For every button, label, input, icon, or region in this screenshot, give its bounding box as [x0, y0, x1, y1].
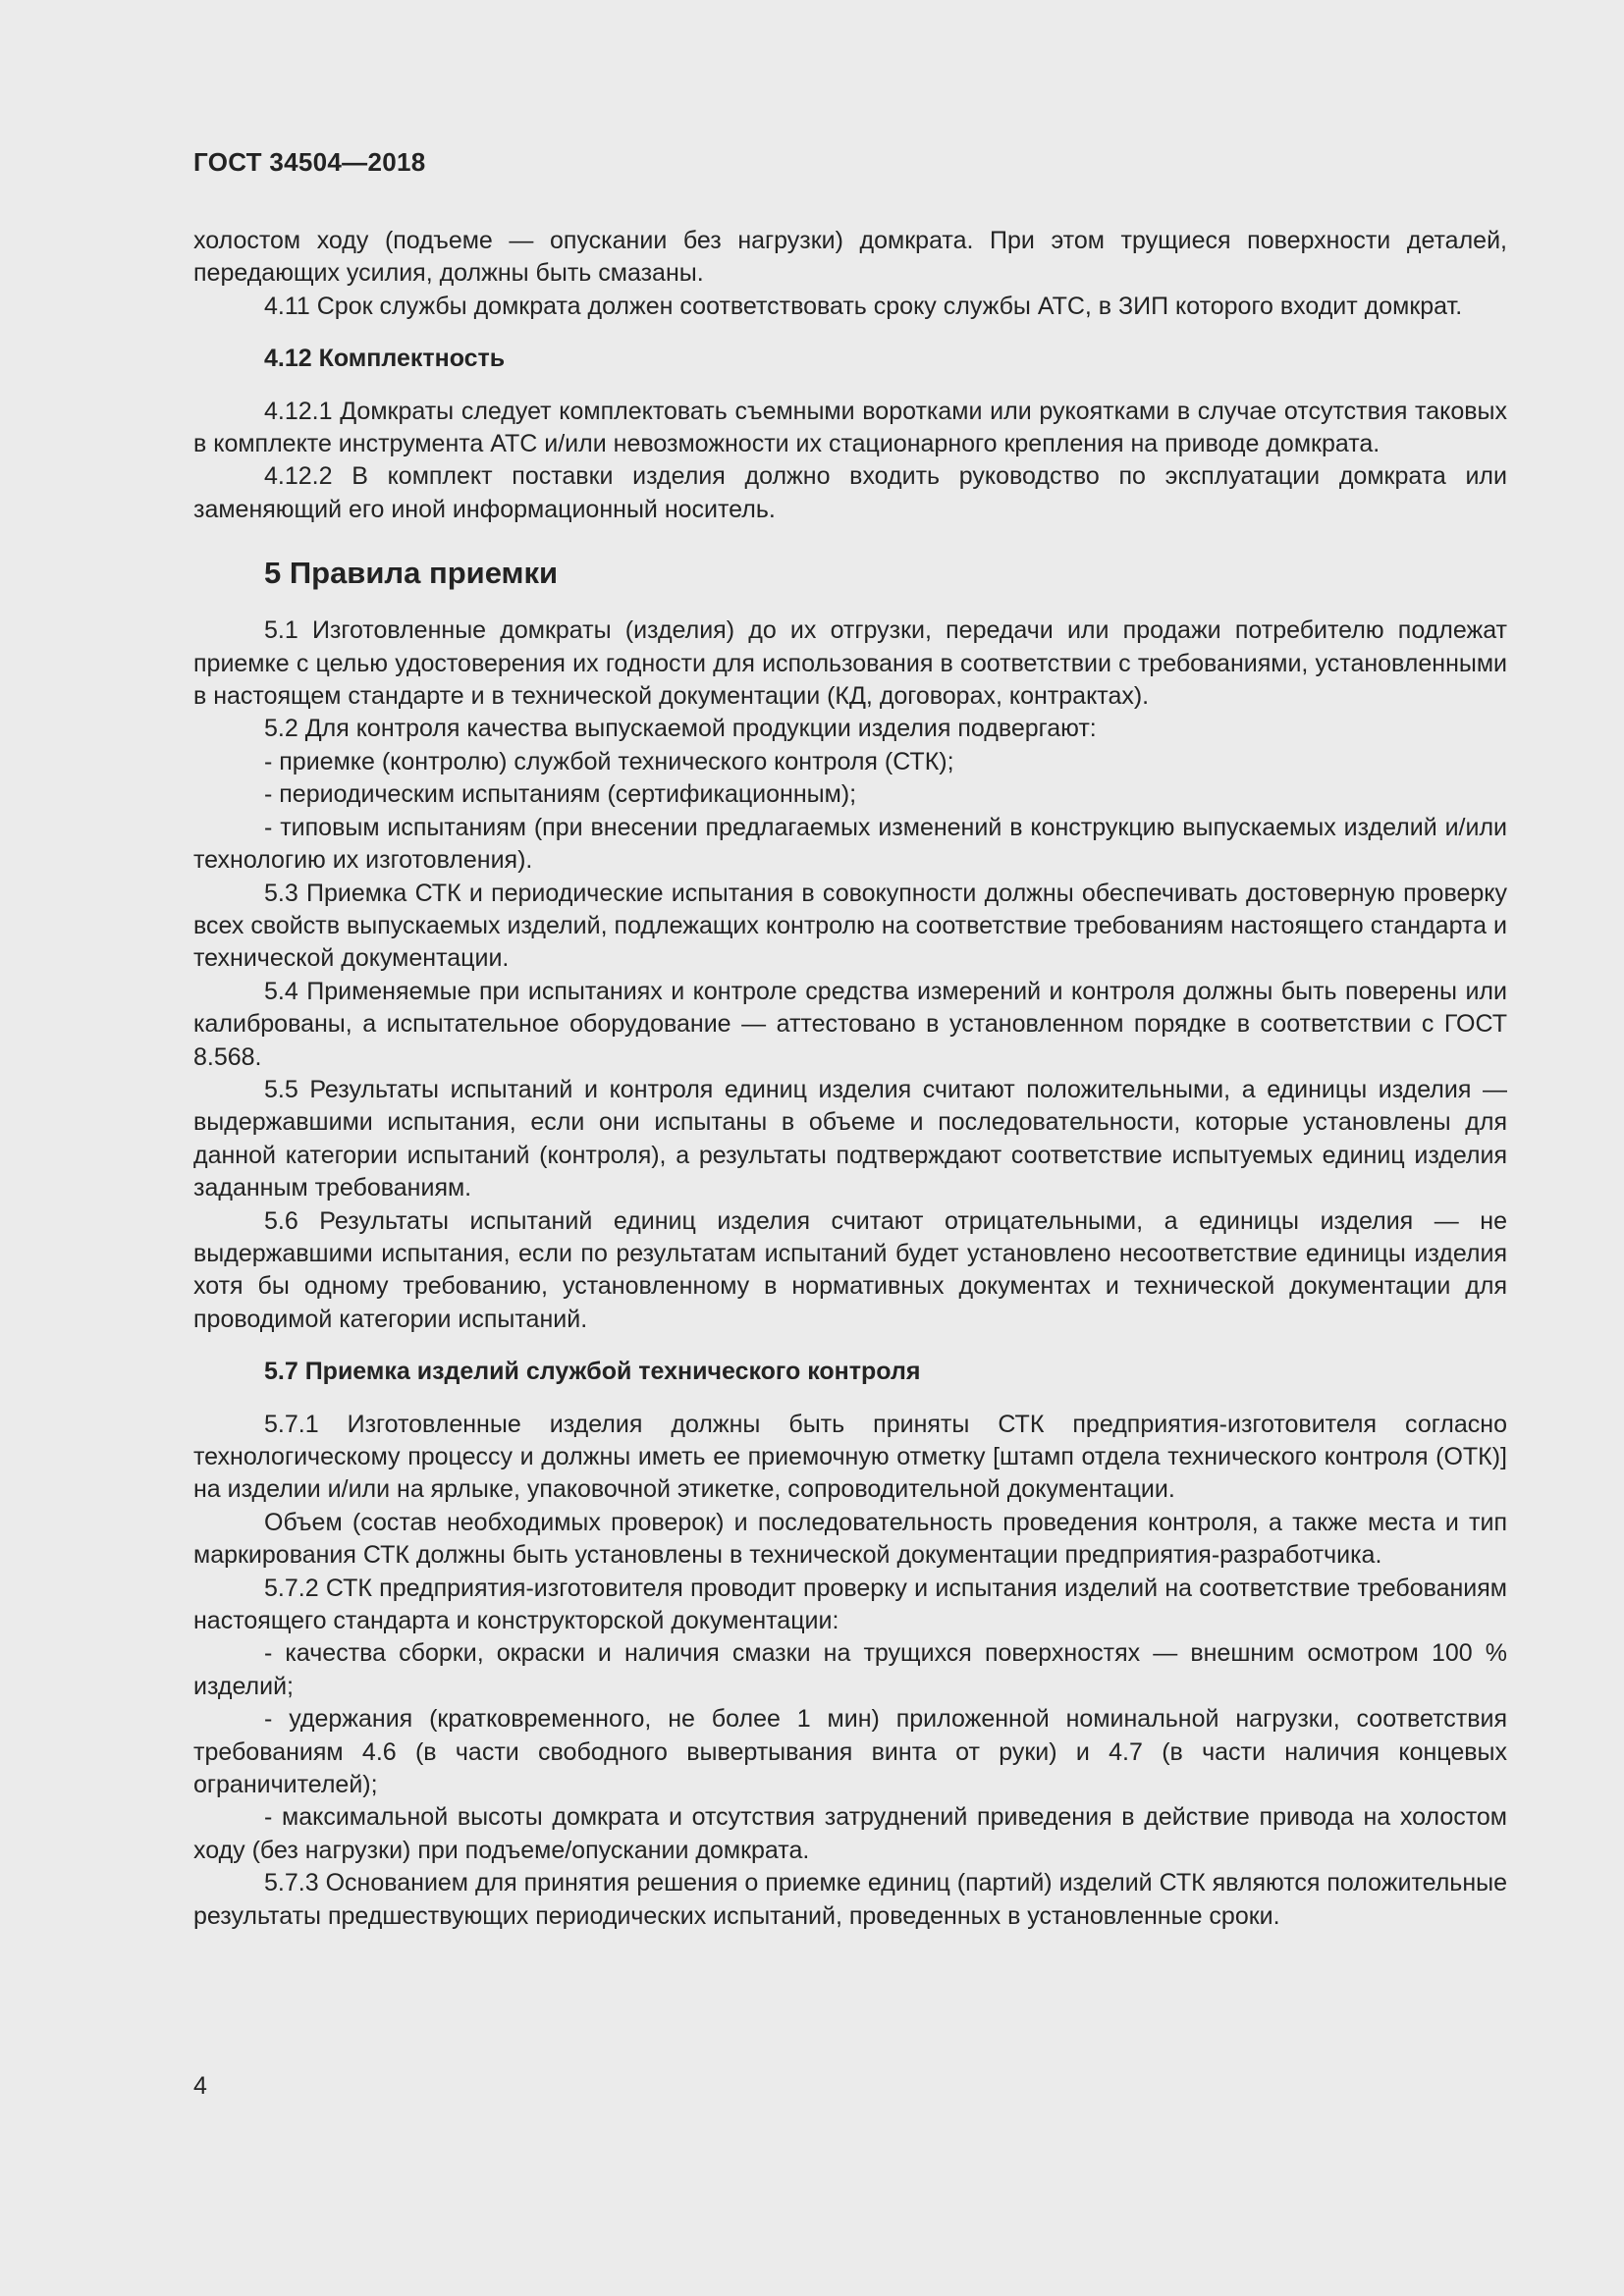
- list-item: - периодическим испытаниям (сертификационным);: [264, 780, 857, 809]
- paragraph-4-11: 4.11 Срок службы домкрата должен соответствовать сроку службы АТС, в ЗИП которого входит домкрат.: [264, 292, 1463, 320]
- paragraph-5-3: 5.3 Приемка СТК и периодические испытания в совокупности должны обеспечивать достоверную проверку всех свойств выпускаемых изделий, подлежащих контролю на соответствие требованиям настоящего стандарта и технической документации.: [193, 879, 1507, 973]
- document-body: [193, 225, 1507, 1933]
- paragraph-5-7-3: 5.7.3 Основанием для принятия решения о приемке единиц (партий) изделий СТК являются положительные результаты предшествующих периодических испытаний, проведенных в установленные сроки.: [193, 1869, 1507, 1930]
- list-item: - приемке (контролю) службой технического контроля (СТК);: [264, 747, 954, 775]
- list-item: - максимальной высоты домкрата и отсутствия затруднений приведения в действие привода на холостом ходу (без нагрузки) при подъеме/опускании домкрата.: [193, 1803, 1507, 1864]
- paragraph-5-5: 5.5 Результаты испытаний и контроля единиц изделия считают положительными, а единицы изделия — выдержавшими испытания, если они испытаны в объеме и последовательности, которые установлены для данной категории испытаний (контроля), а результаты подтверждают соответствие испытуемых единиц изделия заданным требованиям.: [193, 1075, 1507, 1202]
- paragraph-5-7-1-volume: Объем (состав необходимых проверок) и последовательность проведения контроля, а также места и тип маркирования СТК должны быть установлены в технической документации предприятия-разработчика.: [193, 1508, 1507, 1570]
- list-item: - типовым испытаниям (при внесении предлагаемых изменений в конструкцию выпускаемых изделий и/или технологию их изготовления).: [193, 813, 1507, 875]
- list-item: - качества сборки, окраски и наличия смазки на трущихся поверхностях — внешним осмотром 100 % изделий;: [193, 1639, 1507, 1700]
- paragraph-5-7-1: 5.7.1 Изготовленные изделия должны быть приняты СТК предприятия-изготовителя согласно технологическому процессу и должны иметь ее приемочную отметку [штамп отдела технического контроля (ОТК)] на изделии и/или на ярлыке, упаковочной этикетке, сопроводительной документации.: [193, 1410, 1507, 1504]
- page-number: 4: [193, 2072, 207, 2100]
- paragraph-continuation: холостом ходу (подъеме — опускании без нагрузки) домкрата. При этом трущиеся поверхности деталей, передающих усилия, должны быть смазаны.: [193, 227, 1507, 288]
- paragraph-5-2: 5.2 Для контроля качества выпускаемой продукции изделия подвергают:: [264, 715, 1097, 743]
- document-header: ГОСТ 34504—2018: [193, 147, 426, 177]
- section-heading-5: 5 Правила приемки: [264, 556, 559, 591]
- paragraph-5-7-2: 5.7.2 СТК предприятия-изготовителя проводит проверку и испытания изделий на соответствие требованиям настоящего стандарта и конструкторской документации:: [193, 1574, 1507, 1635]
- paragraph-4-12-2: 4.12.2 В комплект поставки изделия должно входить руководство по эксплуатации домкрата или заменяющий его иной информационный носитель.: [193, 462, 1507, 523]
- paragraph-5-1: 5.1 Изготовленные домкраты (изделия) до их отгрузки, передачи или продажи потребителю подлежат приемке с целью удостоверения их годности для использования в соответствии с требованиями, установленными в настоящем стандарте и в технической документации (КД, договорах, контрактах).: [193, 616, 1507, 711]
- subsection-heading-5-7: 5.7 Приемка изделий службой технического контроля: [264, 1358, 921, 1386]
- paragraph-4-12-1: 4.12.1 Домкраты следует комплектовать съемными воротками или рукоятками в случае отсутствия таковых в комплекте инструмента АТС и/или невозможности их стационарного крепления на приводе домкрата.: [193, 397, 1507, 458]
- list-item: - удержания (кратковременного, не более 1 мин) приложенной номинальной нагрузки, соответствия требованиям 4.6 (в части свободного вывертывания винта от руки) и 4.7 (в части наличия концевых ограничителей);: [193, 1705, 1507, 1799]
- subsection-heading-4-12: 4.12 Комплектность: [264, 345, 506, 373]
- paragraph-5-4: 5.4 Применяемые при испытаниях и контроле средства измерений и контроля должны быть поверены или калиброваны, а испытательное оборудование — аттестовано в установленном порядке в соответствии с ГОСТ 8.568.: [193, 977, 1507, 1071]
- paragraph-5-6: 5.6 Результаты испытаний единиц изделия считают отрицательными, а единицы изделия — не выдержавшими испытания, если по результатам испытаний будет установлено несоответствие единицы изделия хотя бы одному требованию, установленному в нормативных документах и технической документации для проводимой категории испытаний.: [193, 1206, 1507, 1333]
